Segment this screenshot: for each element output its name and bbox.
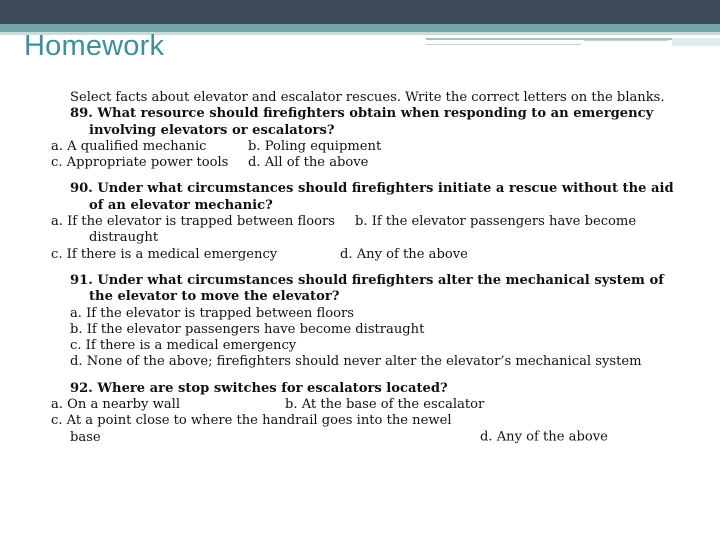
answer-line xyxy=(51,155,680,171)
answer-option: c. Appropriate power tools xyxy=(51,155,229,171)
answer-option: c. If there is a medical emergency xyxy=(70,338,297,354)
question-91: 91. Under what circumstances should firefighters alter the mechanical system of the elevator to move the elevator? xyxy=(70,272,664,305)
header-deco-block xyxy=(672,38,720,46)
answer-option: b. If the elevator passengers have become distraught xyxy=(89,214,637,246)
question-89: 89. What resource should firefighters obtain when responding to an emergency involving elevators or escalators? xyxy=(70,106,654,138)
answer-line xyxy=(51,214,680,247)
answer-option: d. All of the above xyxy=(248,155,369,171)
header-deco-line xyxy=(426,44,581,45)
question-92: 92. Where are stop switches for escalators located? xyxy=(70,380,448,396)
answer-line xyxy=(51,138,680,155)
answer-option: b. Poling equipment xyxy=(248,138,382,154)
answer-option: a. A qualified mechanic xyxy=(51,138,207,154)
answer-line xyxy=(51,397,680,413)
answer-line xyxy=(51,246,680,263)
slide-content xyxy=(51,90,680,446)
slide-title: Homework xyxy=(24,30,165,62)
header-deco-line xyxy=(584,40,668,41)
answer-option: d. Any of the above xyxy=(480,429,608,445)
answer-option: d. Any of the above xyxy=(340,246,468,262)
answer-line xyxy=(51,413,680,446)
header-band-dark xyxy=(0,0,720,24)
answer-option: b. If the elevator passengers have become distraught xyxy=(70,321,425,337)
answer-option: c. If there is a medical emergency xyxy=(51,246,278,262)
answer-option: a. If the elevator is trapped between floors xyxy=(51,214,335,230)
question-90: 90. Under what circumstances should firefighters initiate a rescue without the aid of an elevator mechanic? xyxy=(70,181,674,213)
answer-option: b. At the base of the escalator xyxy=(285,397,485,413)
answer-option: a. On a nearby wall xyxy=(51,397,181,413)
answer-option: a. If the elevator is trapped between floors xyxy=(70,305,354,321)
answer-option: c. At a point close to where the handrail goes into the newel base xyxy=(51,413,452,445)
answer-option: d. None of the above; firefighters should never alter the elevator’s mechanical system xyxy=(70,354,642,370)
instructions: Select facts about elevator and escalator rescues. Write the correct letters on the blanks. xyxy=(70,90,665,105)
